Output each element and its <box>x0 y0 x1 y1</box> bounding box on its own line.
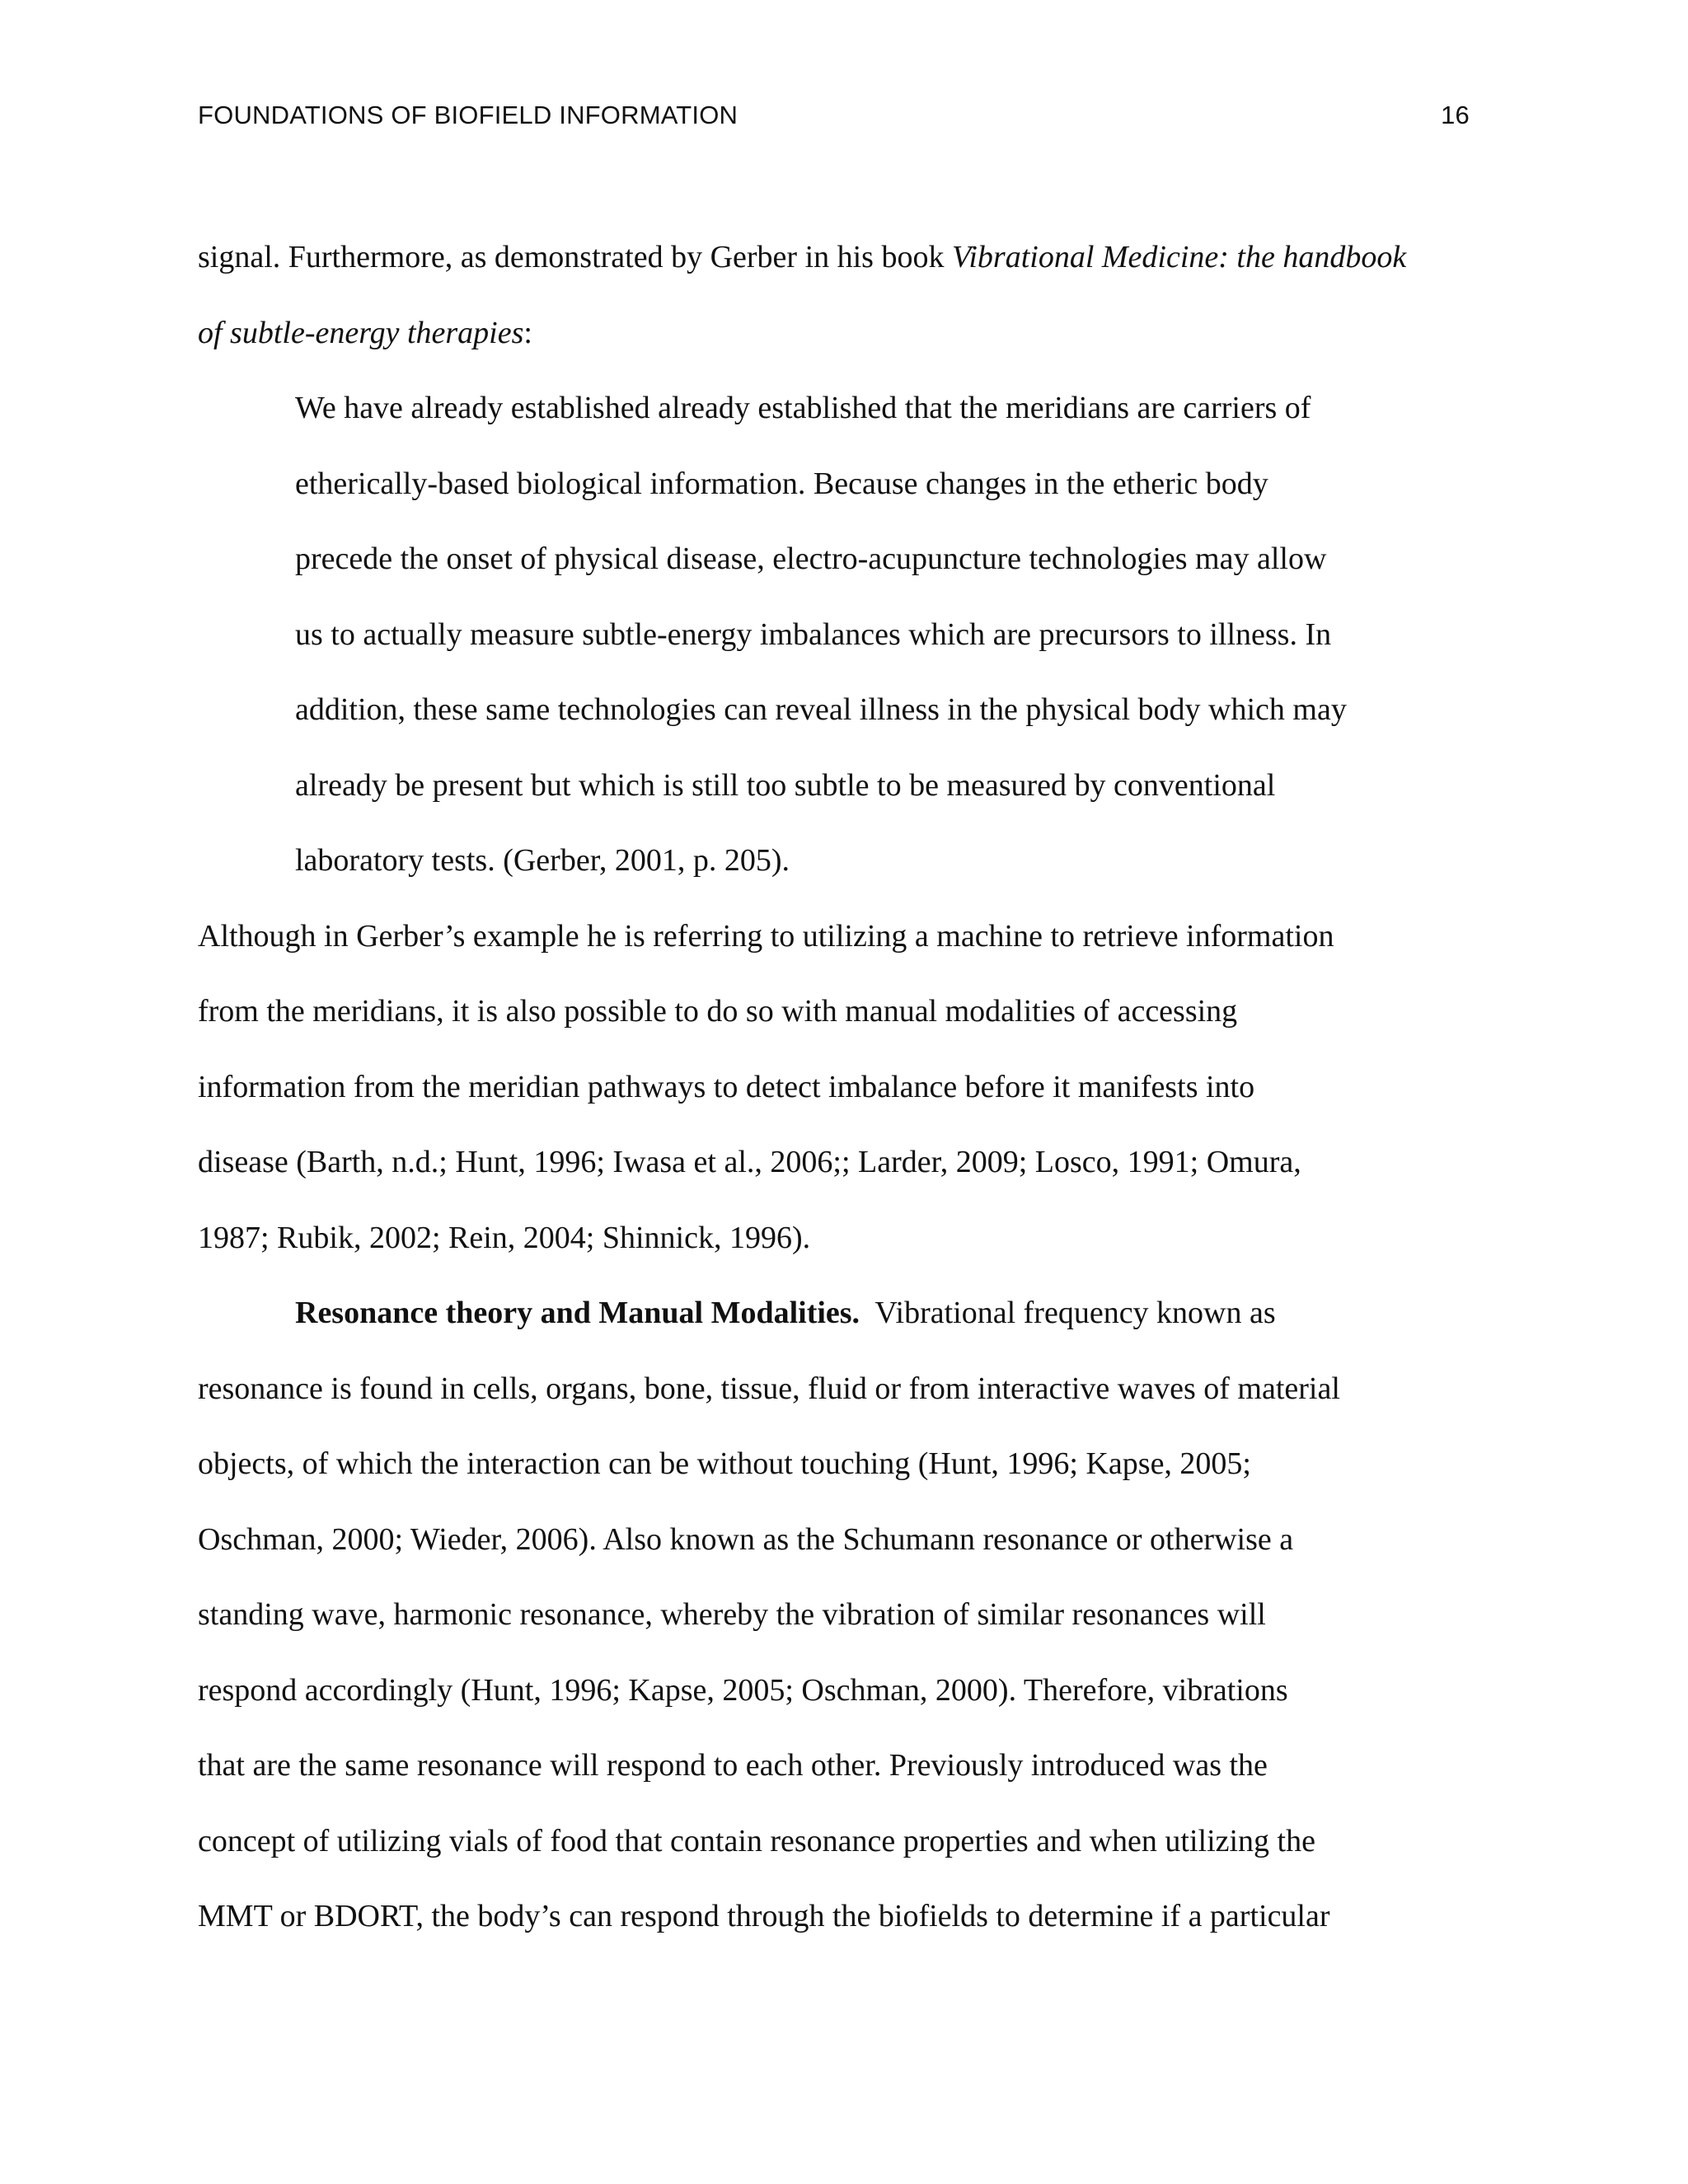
text-line: MMT or BDORT, the body’s can respond through the biofields to determine if a particular <box>198 1899 1330 1933</box>
text-line: that are the same resonance will respond to each other. Previously introduced was the <box>198 1748 1268 1783</box>
text-run: Vibrational frequency known as <box>860 1296 1276 1330</box>
quote-line: precede the onset of physical disease, electro-acupuncture technologies may allow <box>295 541 1327 576</box>
text-line: 1987; Rubik, 2002; Rein, 2004; Shinnick, 1996). <box>198 1220 811 1255</box>
text-run: : <box>523 315 532 350</box>
text-line: disease (Barth, n.d.; Hunt, 1996; Iwasa et al., 2006;; Larder, 2009; Losco, 1991; Omura, <box>198 1145 1301 1179</box>
quote-line: laboratory tests. (Gerber, 2001, p. 205). <box>295 843 790 878</box>
quote-line: us to actually measure subtle-energy imbalances which are precursors to illness. In <box>295 616 1332 652</box>
paragraph <box>198 915 1484 1292</box>
text-line: resonance is found in cells, organs, bone, tissue, fluid or from interactive waves of material <box>198 1371 1340 1406</box>
text-line: information from the meridian pathways to detect imbalance before it manifests into <box>198 1069 1255 1104</box>
text-line: respond accordingly (Hunt, 1996; Kapse, 2005; Oschman, 2000). Therefore, vibrations <box>198 1672 1288 1708</box>
text-line: from the meridians, it is also possible to do so with manual modalities of accessing <box>198 994 1238 1029</box>
page-header <box>198 101 1470 137</box>
page-number: 16 <box>1441 101 1470 129</box>
text-line: Oschman, 2000; Wieder, 2006). Also known as the Schumann resonance or otherwise a <box>198 1521 1294 1557</box>
body-text <box>198 236 1484 1971</box>
text-line <box>198 236 1484 312</box>
paragraph <box>198 1291 1484 1971</box>
text-line: Although in Gerber’s example he is referring to utilizing a machine to retrieve information <box>198 918 1334 954</box>
quote-line: We have already established already established that the meridians are carriers of <box>295 391 1311 425</box>
text-line: objects, of which the interaction can be without touching (Hunt, 1996; Kapse, 2005; <box>198 1446 1251 1481</box>
text-line: standing wave, harmonic resonance, whereby the vibration of similar resonances will <box>198 1597 1266 1632</box>
quote-line: etherically-based biological information. Because changes in the etheric body <box>295 466 1268 501</box>
running-head: FOUNDATIONS OF BIOFIELD INFORMATION <box>198 101 738 129</box>
text-run: signal. Furthermore, as demonstrated by Gerber in his book <box>198 240 952 274</box>
block-quote <box>198 387 1484 915</box>
text-line: concept of utilizing vials of food that contain resonance properties and when utilizing the <box>198 1823 1315 1858</box>
book-title-part: of subtle-energy therapies <box>198 315 524 350</box>
book-title-part: Vibrational Medicine: the handbook <box>951 240 1407 274</box>
quote-line: already be present but which is still too subtle to be measured by conventional <box>295 767 1276 803</box>
quote-line: addition, these same technologies can reveal illness in the physical body which may <box>295 692 1347 727</box>
text-line <box>198 312 1484 387</box>
text-line <box>198 1291 1484 1367</box>
section-heading: Resonance theory and Manual Modalities. <box>295 1296 860 1330</box>
